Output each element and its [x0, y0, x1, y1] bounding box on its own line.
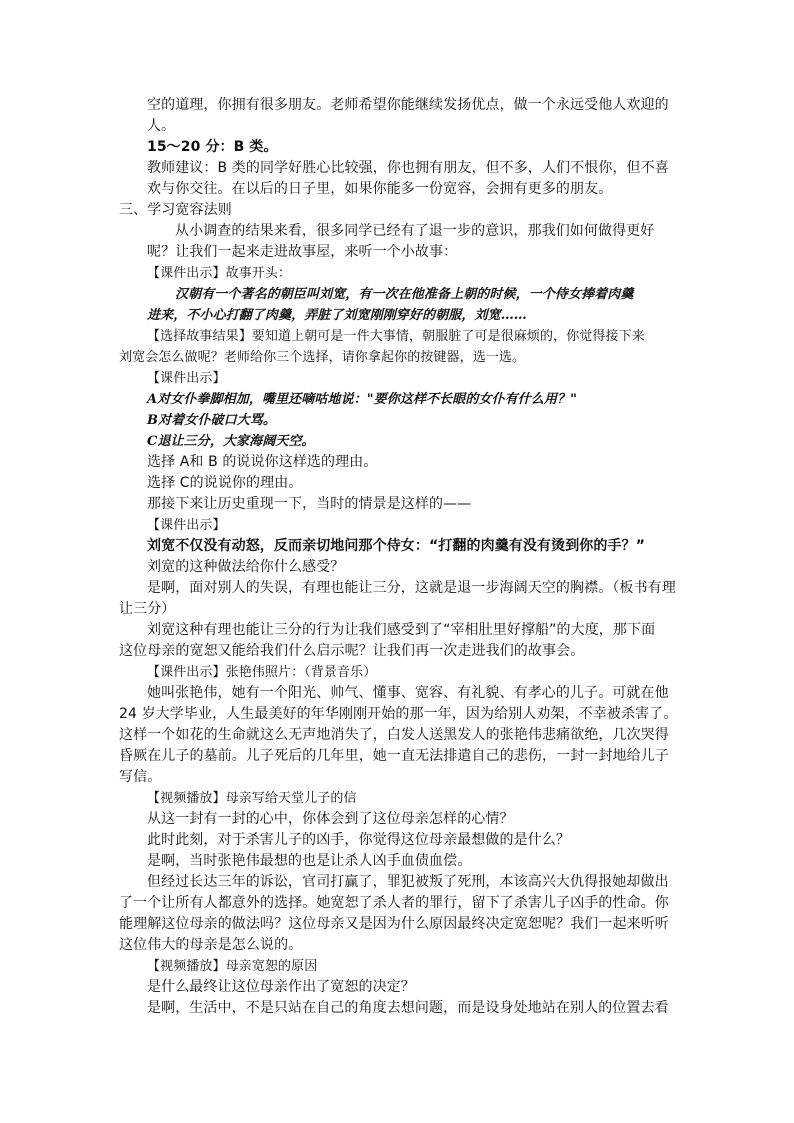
text-line: 刘宽会怎么做呢？老师给你三个选择，请你拿起你的按键器，选一选。 [119, 350, 526, 365]
text-line: 这位伟大的母亲是怎么说的。 [119, 937, 303, 953]
text-line: 呢？让我们一起来走进故事屋，来听一个小故事： [147, 244, 458, 260]
choice-result-label: 【选择故事结果】要知道上朝可是一件大事情，朝服脏了可是很麻烦的，你觉得接下来 [147, 329, 645, 344]
text-line: 此时此刻，对于杀害儿子的凶手，你觉得这位母亲最想做的是什么？ [147, 832, 570, 848]
text-line: 昏厥在儿子的墓前。儿子死后的几年里，她一直无法排遣自己的悲伤，一封一封地给儿子 [119, 748, 669, 764]
courseware-label: 【课件出示】 [147, 371, 226, 386]
text-line: 但经过长达三年的诉讼，官司打赢了，罪犯被叛了死刑，本该高兴大仇得报她却做出 [147, 874, 669, 890]
video-label: 【视频播放】母亲写给天堂儿子的信 [147, 791, 357, 806]
text-line: 空的道理，你拥有很多朋友。老师希望你能继续发扬优点，做一个永远受他人欢迎的 [147, 97, 669, 113]
text-line: 24 岁大学毕业，人生最美好的年华刚刚开始的那一年，因为给别人劝架，不幸被杀害了。 [119, 706, 678, 722]
story-result: 刘宽不仅没有动怒，反而亲切地问那个侍女：“打翻的肉羹有没有烫到你的手？” [147, 538, 645, 554]
text-line: 刘宽的这种做法给你什么感受？ [147, 559, 345, 575]
courseware-label: 【课件出示】故事开头： [147, 266, 292, 281]
story-text: 进来，不小心打翻了肉羹，弄脏了刘宽刚刚穿好的朝服，刘宽…… [147, 308, 527, 323]
text-line: 选择 A和 B 的说说你这样选的理由。 [147, 454, 378, 470]
courseware-label: 【课件出示】 [147, 518, 226, 533]
text-line: 是啊，生活中，不是只站在自己的角度去想问题，而是设身处地站在别人的位置去看 [147, 1000, 669, 1016]
text-line: 那接下来让历史重现一下，当时的情景是这样的—— [147, 496, 472, 512]
text-line: 写信。 [119, 769, 162, 785]
choice-option-a: A对女仆拳脚相加，嘴里还嘀咕地说："要你这样不长眼的女仆有什么用？" [147, 392, 578, 407]
text-line: 是啊，面对别人的失误，有理也能让三分，这就是退一步海阔天空的胸襟。（板书有理 [147, 580, 676, 596]
video-label: 【视频播放】母亲宽恕的原因 [147, 959, 318, 974]
text-line: 刘宽这种有理也能让三分的行为让我们感受到了“宰相肚里好撑船”的大度，那下面 [147, 622, 656, 638]
choice-option-b: B对着女仆破口大骂。 [147, 413, 276, 428]
text-line: 是啊，当时张艳伟最想的也是让杀人凶手血债血偿。 [147, 853, 472, 869]
courseware-label: 【课件出示】张艳伟照片：（背景音乐） [147, 665, 377, 680]
text-line: 教师建议：B 类的同学好胜心比较强，你也拥有朋友，但不多，人们不恨你，但不喜 [147, 160, 669, 176]
text-line: 这样一个如花的生命就这么无声地消失了，白发人送黑发人的张艳伟悲痛欲绝，几次哭得 [119, 727, 669, 743]
text-line: 这位母亲的宽恕又能给我们什么启示呢？让我们再一次走进我们的故事会。 [119, 643, 585, 659]
text-line: 她叫张艳伟，她有一个阳光、帅气、懂事、宽容、有礼貌、有孝心的儿子。可就在他 [147, 685, 669, 701]
text-line: 是什么最终让这位母亲作出了宽恕的决定？ [147, 979, 415, 995]
text-line: 人。 [147, 118, 176, 134]
section-heading: 三、学习宽容法则 [119, 202, 232, 218]
text-line: 欢与你交往。在以后的日子里，如果你能多一份宽容，会拥有更多的朋友。 [147, 181, 613, 197]
story-text: 汉朝有一个著名的朝臣叫刘宽，有一次在他准备上朝的时候，一个侍女捧着肉羹 [175, 287, 634, 302]
category-heading: 15～20 分：B 类。 [147, 139, 278, 155]
choice-option-c: C退让三分，大家海阔天空。 [147, 434, 315, 449]
text-line: 了一个让所有人都意外的选择。她宽恕了杀人者的罪行，留下了杀害儿子凶手的性命。你 [119, 895, 669, 911]
text-line: 让三分） [119, 601, 176, 617]
text-line: 能理解这位母亲的做法吗？这位母亲又是因为什么原因最终决定宽恕呢？我们一起来听听 [119, 916, 669, 932]
text-line: 从小调查的结果来看，很多同学已经有了退一步的意识，那我们如何做得更好 [175, 223, 655, 239]
text-line: 选择 C的说说你的理由。 [147, 475, 303, 491]
text-line: 从这一封有一封的心中，你体会到了这位母亲怎样的心情？ [147, 811, 514, 827]
